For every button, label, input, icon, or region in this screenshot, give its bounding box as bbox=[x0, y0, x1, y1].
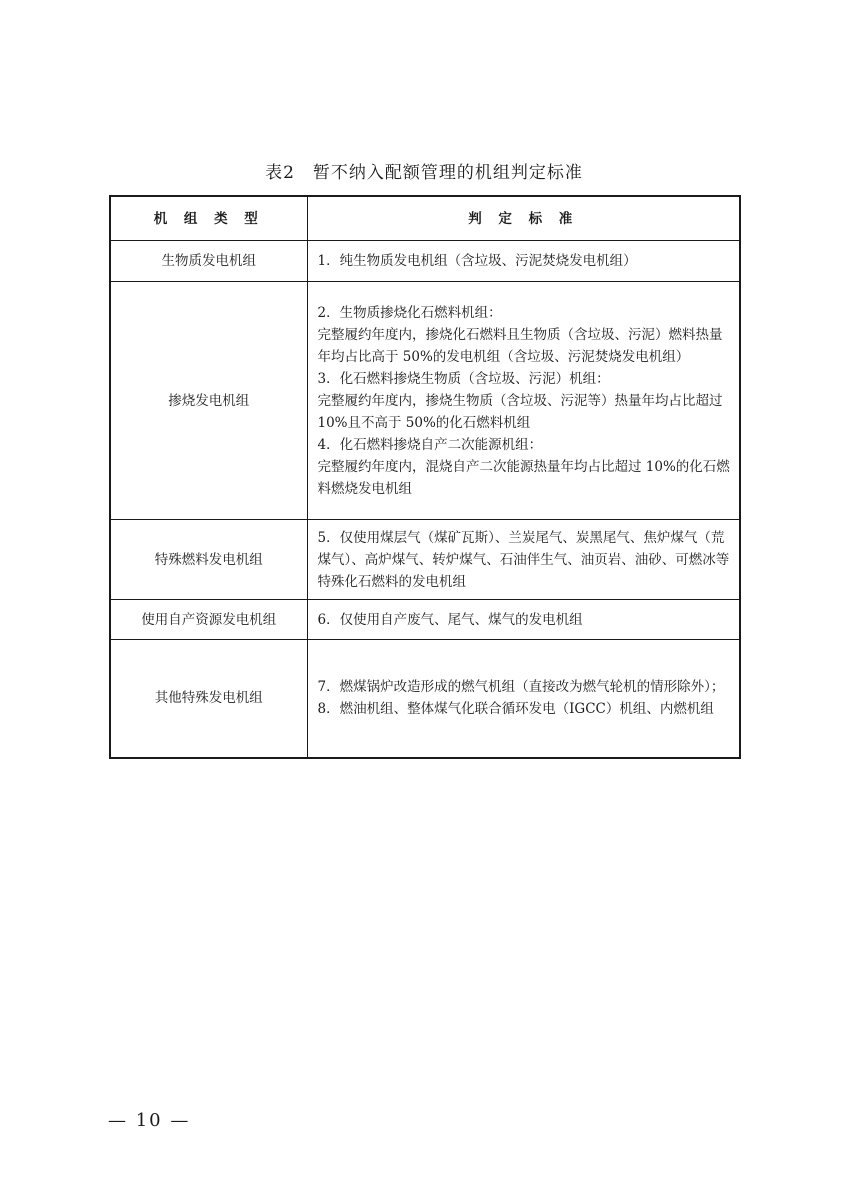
table-title-text: 暂不纳入配额管理的机组判定标准 bbox=[312, 163, 583, 183]
criteria-line: 2．生物质掺烧化石燃料机组： bbox=[317, 304, 502, 321]
criteria-cell bbox=[307, 282, 740, 520]
table-row bbox=[110, 241, 740, 282]
table-row bbox=[110, 282, 740, 520]
criteria-line: 8．燃油机组、整体煤气化联合循环发电（IGCC）机组、内燃机组 bbox=[317, 701, 714, 718]
criteria-line: 完整履约年度内，掺烧化石燃料且生物质（含垃圾、污泥）燃料热量年均占比高于 50%的发电机组（含垃圾、污泥焚烧发电机组） bbox=[317, 326, 723, 365]
table-title bbox=[0, 158, 848, 183]
page-number: — 10 — bbox=[108, 1110, 191, 1131]
table-row bbox=[110, 520, 740, 600]
criteria-table bbox=[109, 195, 741, 759]
table-row bbox=[110, 640, 740, 758]
table-row bbox=[110, 600, 740, 640]
criteria-line: 3．化石燃料掺烧生物质（含垃圾、污泥）机组： bbox=[317, 370, 610, 387]
criteria-cell bbox=[307, 600, 740, 640]
unit-type-cell: 掺烧发电机组 bbox=[110, 282, 307, 520]
criteria-line: 7．燃煤锅炉改造形成的燃气机组（直接改为燃气轮机的情形除外）； bbox=[317, 679, 725, 696]
unit-type-cell: 其他特殊发电机组 bbox=[110, 640, 307, 758]
table-number: 表2 bbox=[265, 163, 295, 183]
unit-type-cell: 生物质发电机组 bbox=[110, 241, 307, 282]
criteria-line: 4．化石燃料掺烧自产二次能源机组： bbox=[317, 436, 543, 453]
criteria-line: 1．纯生物质发电机组（含垃圾、污泥焚烧发电机组） bbox=[317, 253, 637, 269]
header-unit-type: 机 组 类 型 bbox=[110, 196, 307, 241]
criteria-cell bbox=[307, 241, 740, 282]
unit-type-cell: 使用自产资源发电机组 bbox=[110, 600, 307, 640]
criteria-cell bbox=[307, 520, 740, 600]
criteria-line: 完整履约年度内，混烧自产二次能源热量年均占比超过 10%的化石燃料燃烧发电机组 bbox=[317, 458, 730, 497]
header-row bbox=[110, 196, 740, 241]
criteria-line: 完整履约年度内，掺烧生物质（含垃圾、污泥等）热量年均占比超过 10%且不高于 50%的化石燃料机组 bbox=[317, 392, 723, 431]
criteria-line: 6．仅使用自产废气、尾气、煤气的发电机组 bbox=[317, 611, 583, 628]
unit-type-cell: 特殊燃料发电机组 bbox=[110, 520, 307, 600]
criteria-line: 5．仅使用煤层气（煤矿瓦斯）、兰炭尾气、炭黑尾气、焦炉煤气（荒煤气）、高炉煤气、转炉煤气、石油伴生气、油页岩、油砂、可燃冰等特殊化石燃料的发电机组 bbox=[317, 529, 730, 590]
header-criteria: 判 定 标 准 bbox=[307, 196, 740, 241]
criteria-cell bbox=[307, 640, 740, 758]
